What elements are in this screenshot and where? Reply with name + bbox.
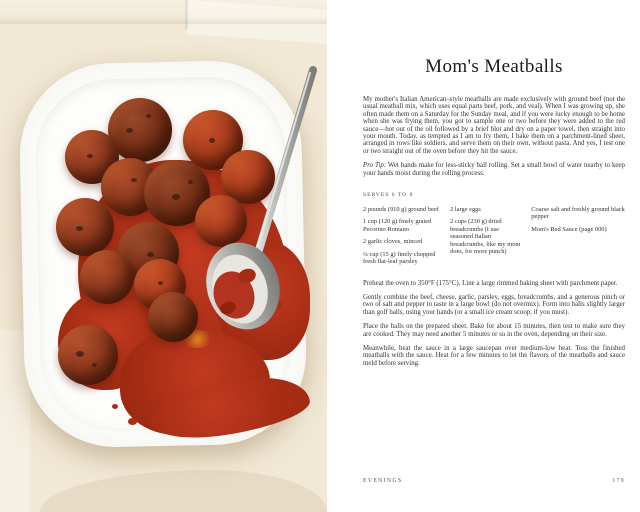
section-label: EVENINGS	[363, 478, 403, 484]
method-paragraph: Meanwhile, heat the sauce in a large saucepan over medium-low heat. Toss the finished meatballs with the sauce. Heat for a few minutes to let the flavors of the meatballs and sauce meld before serving.	[363, 344, 625, 367]
page-number: 179	[612, 478, 625, 484]
serves-label: SERVES 6 TO 8	[363, 192, 414, 199]
ingredient-item: 2 pounds (910 g) ground beef	[363, 206, 439, 214]
pro-tip	[363, 162, 625, 177]
ingredient-item: 2 large eggs	[450, 206, 481, 214]
page-title: Mom's Meatballs	[425, 56, 563, 77]
method-paragraph: Place the balls on the prepared sheet. Bake for about 15 minutes, then test to make sure they are cooked. They may need another 5 minutes or so in the oven, depending on their size.	[363, 323, 625, 338]
ingredients-column-2	[450, 206, 522, 270]
method-paragraph: Gently combine the beef, cheese, garlic, parsley, eggs, breadcrumbs, and a generous pinch or two of salt and pepper to taste in a large bowl (do not overmix). Form into balls slightly larger than golf balls, using your hands (or a small ice cream scoop, if you must).	[363, 293, 625, 316]
ingredient-item: 2 cups (230 g) dried breadcrumbs (I use seasoned Italian breadcrumbs, like my mom does, for more punch)	[450, 218, 521, 256]
ingredient-item: ¼ cup (15 g) finely chopped fresh flat-leaf parsley	[363, 250, 436, 266]
ingredients-column-1	[363, 206, 441, 270]
intro-paragraph: My mother's Italian American–style meatballs are made exclusively with ground beef (not the usual meatball mix, which uses equal parts beef, pork, and veal). When I was growing up, she often made them on a Saturday for the Sunday meal, and if you were lucky enough to be home when she was frying them, you got to sample one or two before they were added to the red sauce—hot out of the oil followed by a brief blot and dry on a paper towel, then straight into your mouth. Today, as tempted as I am to fry them, I bake them on a parchment-lined sheet, arranged in rows like soldiers, and serve them on their own, without pasta. And yes, I test one or two straight out of the oven before they hit the sauce.	[363, 96, 625, 155]
ingredients-list	[363, 206, 625, 270]
pro-tip-text: Wet hands make for less-sticky ball rolling. Set a small bowl of water nearby to keep your hands moist during the rolling process.	[363, 162, 625, 177]
footer	[363, 478, 625, 484]
ingredients-column-3	[531, 206, 625, 270]
ingredient-item: Coarse salt and freshly ground black pepper	[531, 206, 625, 221]
ingredient-item: 1 cup (120 g) finely grated Pecorino Romano	[363, 218, 432, 233]
pro-tip-label: Pro Tip:	[363, 162, 387, 170]
ingredient-item: 2 garlic cloves, minced	[363, 238, 423, 246]
ingredient-item: Mom's Red Sauce (page 000)	[531, 225, 607, 233]
method-paragraph: Preheat the oven to 350°F (175°C). Line a large rimmed baking sheet with parchment paper.	[363, 279, 618, 287]
recipe-page	[327, 0, 640, 512]
